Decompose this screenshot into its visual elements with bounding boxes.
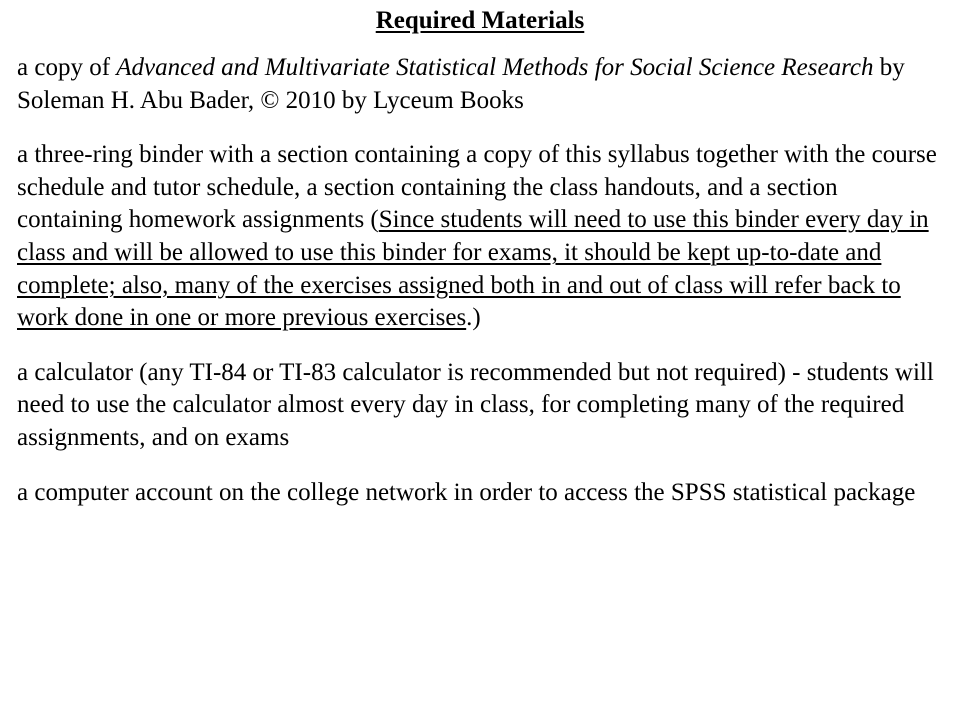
materials-list [17, 52, 943, 531]
list-item-computer-account [17, 477, 943, 510]
list-item-textbook [17, 52, 943, 117]
textbook-prefix: a copy of [17, 54, 117, 81]
list-item-binder [17, 139, 943, 335]
binder-underlined-note: Since students will need to use this binder every day in class and will be allowed to use this binder for exams, it should be kept up-to-date and complete; also, many of the exercises assigned both in and out of class will refer back to work done in one or more previous exercises [17, 206, 929, 332]
slide-title: Required Materials [375, 7, 585, 34]
computer-account-text: a computer account on the college network in order to access the SPSS statistical package [17, 478, 916, 506]
calculator-text: a calculator (any TI-84 or TI-83 calculator is recommended but not required) - students will need to use the calculator almost every day in class, for completing many of the required assignments, and on exams [17, 358, 934, 451]
textbook-title: Advanced and Multivariate Statistical Methods for Social Science Research [116, 54, 874, 81]
list-item-calculator [17, 357, 943, 455]
binder-end: .) [466, 304, 481, 332]
binder-text: a three-ring binder with a section containing a copy of this syllabus together with the course schedule and tutor schedule, a section containing the class handouts, and a section containing homework assignments ( [17, 141, 937, 234]
textbook-suffix: by Soleman H. Abu Bader, © 2010 by Lyceum Books [17, 54, 905, 114]
